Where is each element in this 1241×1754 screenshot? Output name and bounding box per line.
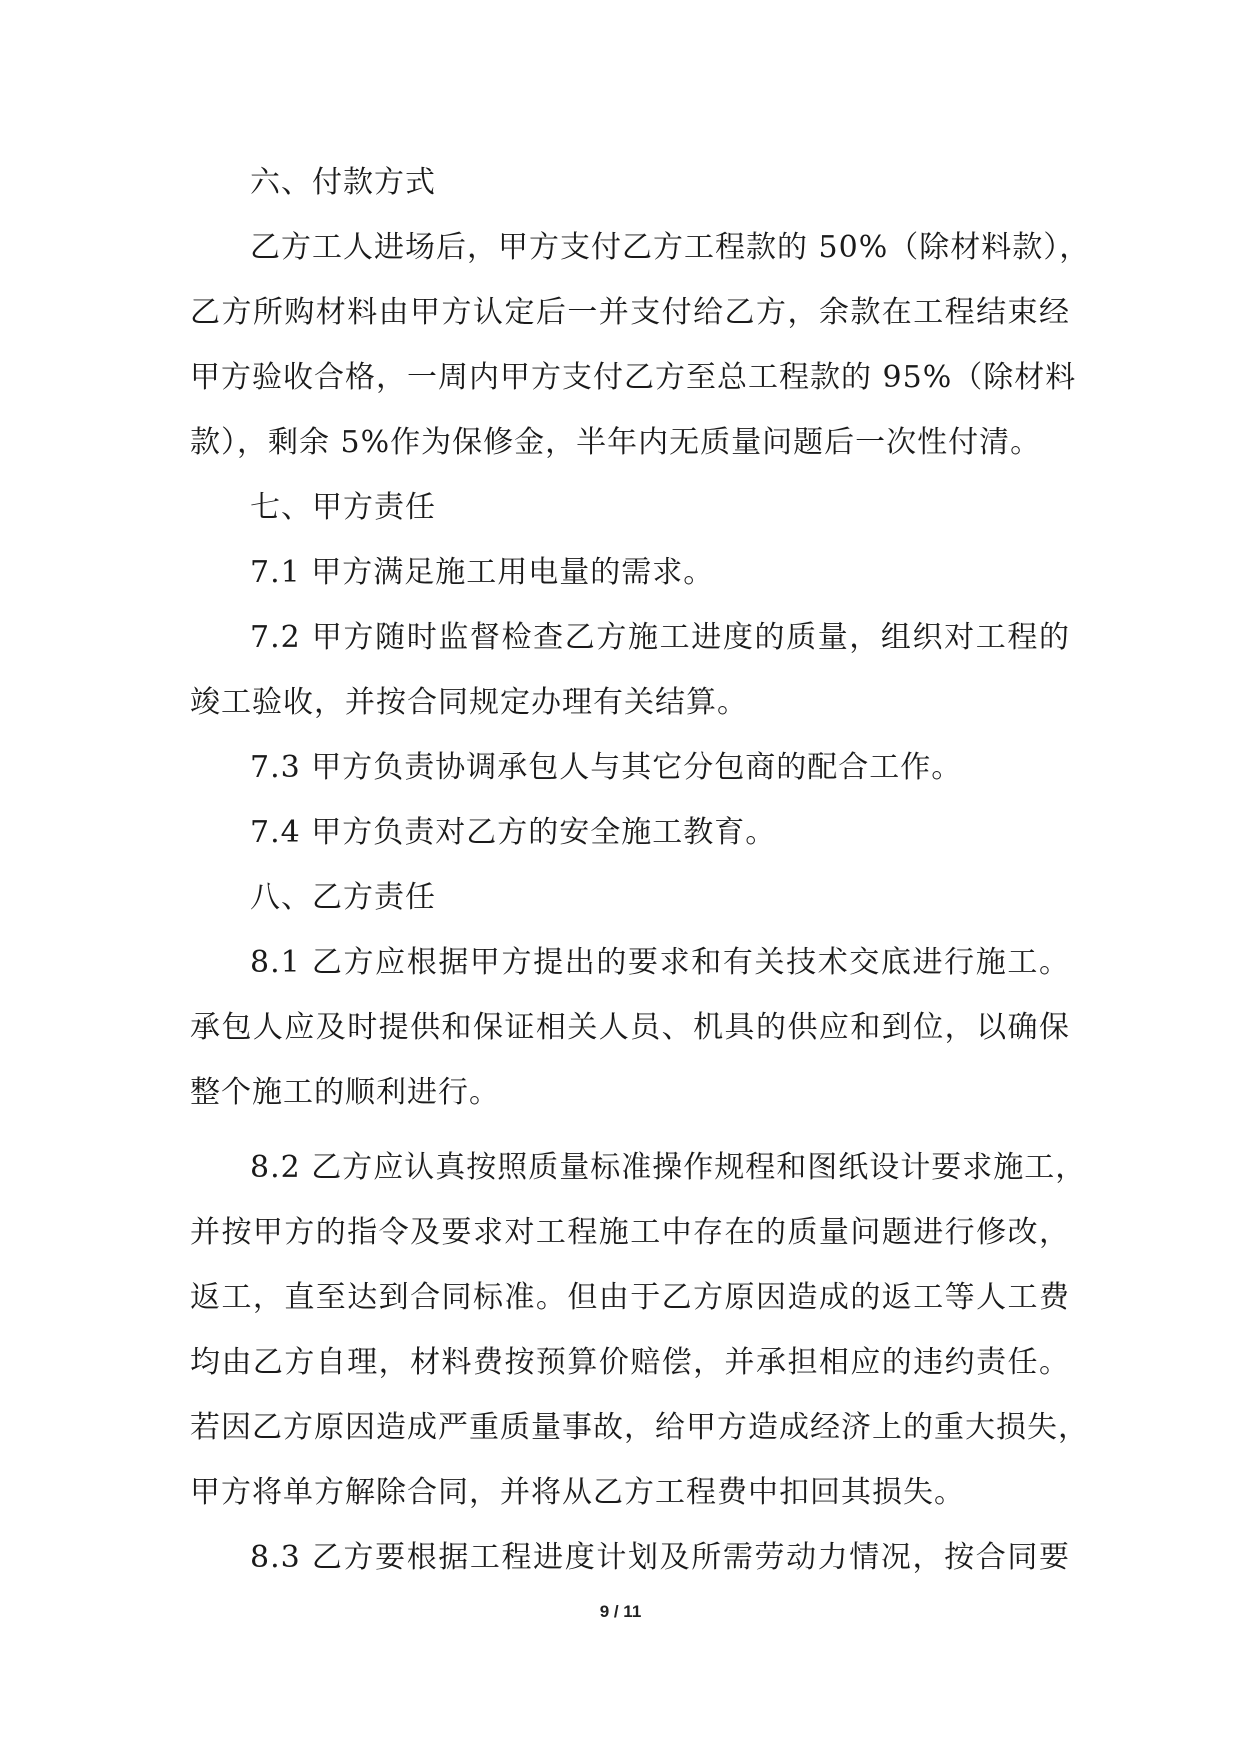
clause-7-1: 7.1 甲方满足施工用电量的需求。	[250, 555, 715, 590]
paragraph-line: 承包人应及时提供和保证相关人员、机具的供应和到位，以确保	[190, 1010, 1070, 1045]
paragraph-line: 甲方将单方解除合同，并将从乙方工程费中扣回其损失。	[190, 1475, 965, 1510]
paragraph-line: 款），剩余 5%作为保修金，半年内无质量问题后一次性付清。	[190, 425, 1042, 460]
paragraph-line: 若因乙方原因造成严重质量事故，给甲方造成经济上的重大损失，	[190, 1410, 1089, 1445]
clause-7-4: 7.4 甲方负责对乙方的安全施工教育。	[250, 815, 777, 850]
section-heading-payment: 六、付款方式	[250, 165, 436, 200]
clause-8-3: 8.3 乙方要根据工程进度计划及所需劳动力情况，按合同要	[250, 1540, 1070, 1575]
clause-7-3: 7.3 甲方负责协调承包人与其它分包商的配合工作。	[250, 750, 963, 785]
paragraph-line: 并按甲方的指令及要求对工程施工中存在的质量问题进行修改，	[190, 1215, 1070, 1250]
document-body	[190, 150, 1091, 1590]
paragraph-gap	[190, 1125, 1070, 1135]
section-heading-party-a: 七、甲方责任	[250, 490, 436, 525]
page-number: 9 / 11	[599, 1602, 642, 1621]
paragraph-line: 整个施工的顺利进行。	[190, 1075, 500, 1110]
clause-7-2: 7.2 甲方随时监督检查乙方施工进度的质量，组织对工程的	[250, 620, 1070, 655]
paragraph-line: 竣工验收，并按合同规定办理有关结算。	[190, 685, 748, 720]
paragraph-line: 乙方工人进场后，甲方支付乙方工程款的 50%（除材料款），	[250, 230, 1091, 265]
clause-8-1: 8.1 乙方应根据甲方提出的要求和有关技术交底进行施工。	[250, 945, 1070, 980]
clause-8-2: 8.2 乙方应认真按照质量标准操作规程和图纸设计要求施工，	[250, 1150, 1087, 1185]
paragraph-line: 均由乙方自理，材料费按预算价赔偿，并承担相应的违约责任。	[190, 1345, 1070, 1380]
paragraph-line: 返工，直至达到合同标准。但由于乙方原因造成的返工等人工费	[190, 1280, 1070, 1315]
paragraph-line: 甲方验收合格，一周内甲方支付乙方至总工程款的 95%（除材料	[190, 360, 1077, 395]
section-heading-party-b: 八、乙方责任	[250, 880, 436, 915]
paragraph-line: 乙方所购材料由甲方认定后一并支付给乙方，余款在工程结束经	[190, 295, 1070, 330]
